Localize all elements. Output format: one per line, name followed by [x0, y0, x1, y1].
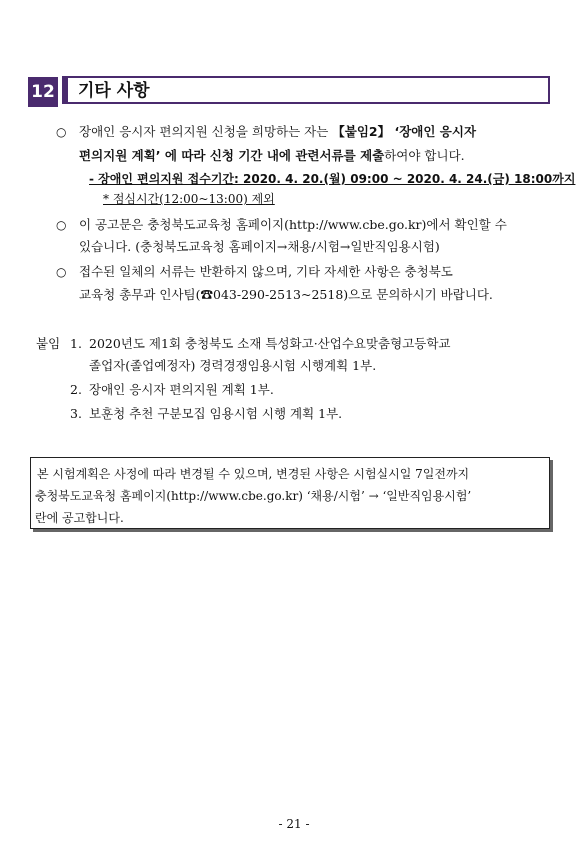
notice-box	[30, 457, 550, 529]
attachment-1-line-1: 2020년도 제1회 충청북도 소재 특성화고·산업수요맞춤형고등학교	[89, 336, 451, 351]
notice-line-3: 란에 공고합니다.	[35, 511, 124, 525]
item-1-application-period: - 장애인 편의지원 접수기간: 2020. 4. 20.(월) 09:00 ~ 2020. 4. 24.(금) 18:00까지	[89, 172, 576, 186]
item-1-bold-text: 【붙임2】 ‘장애인 응시자	[332, 124, 477, 139]
notice-line-1: 본 시험계획은 사정에 따라 변경될 수 있으며, 변경된 사항은 시험실시일 7일전까지	[37, 467, 470, 481]
section-title: 기타 사항	[78, 81, 150, 101]
bullet-icon: ○	[56, 218, 67, 232]
attachment-2-line-1: 장애인 응시자 편의지원 계획 1부.	[89, 382, 274, 397]
item-1-lunch-exclusion: * 점심시간(12:00~13:00) 제외	[103, 192, 275, 206]
section-header	[28, 76, 552, 106]
attachment-1-line-2: 졸업자(졸업예정자) 경력경쟁임용시험 시행계획 1부.	[89, 358, 377, 373]
item-3-line-2	[79, 286, 493, 304]
item-1-line-1	[79, 123, 476, 141]
bullet-icon: ○	[56, 125, 67, 139]
page-number: - 21 -	[278, 817, 310, 831]
item-3-text-pre: 교육청 총무과 인사팀(	[79, 287, 201, 302]
section-title-box	[62, 76, 550, 104]
phone-icon: ☎	[200, 287, 214, 302]
attachment-3-line-1: 보훈청 추천 구분모집 임용시험 시행 계획 1부.	[89, 406, 343, 421]
attachment-2-number: 2.	[70, 382, 82, 397]
item-1-line-2	[79, 147, 465, 165]
item-2-line-1: 이 공고문은 충청북도교육청 홈페이지(http://www.cbe.go.kr)에서 확인할 수	[79, 217, 507, 232]
item-2-line-2: 있습니다. (충청북도교육청 홈페이지→채용/시험→일반직임용시험)	[79, 239, 440, 254]
attachment-1-number: 1.	[70, 336, 82, 351]
section-number-badge: 12	[28, 77, 58, 107]
bullet-icon: ○	[56, 265, 67, 279]
attachments-label: 붙임	[36, 336, 61, 351]
notice-line-2: 충청북도교육청 홈페이지(http://www.cbe.go.kr) ‘채용/시험’ → ‘일반직임용시험’	[35, 489, 472, 503]
item-1-bold-submit: 편의지원 계획’ 에 따라 신청 기간 내에 관련서류를 제출	[79, 148, 385, 163]
item-3-line-1: 접수된 일체의 서류는 반환하지 않으며, 기타 자세한 사항은 충청북도	[79, 264, 453, 279]
attachment-3-number: 3.	[70, 406, 82, 421]
item-1-tail-text: 하여야 합니다.	[384, 148, 465, 163]
item-1-text: 장애인 응시자 편의지원 신청을 희망하는 자는	[79, 124, 333, 139]
item-3-text-post: 043-290-2513~2518)으로 문의하시기 바랍니다.	[213, 287, 493, 302]
